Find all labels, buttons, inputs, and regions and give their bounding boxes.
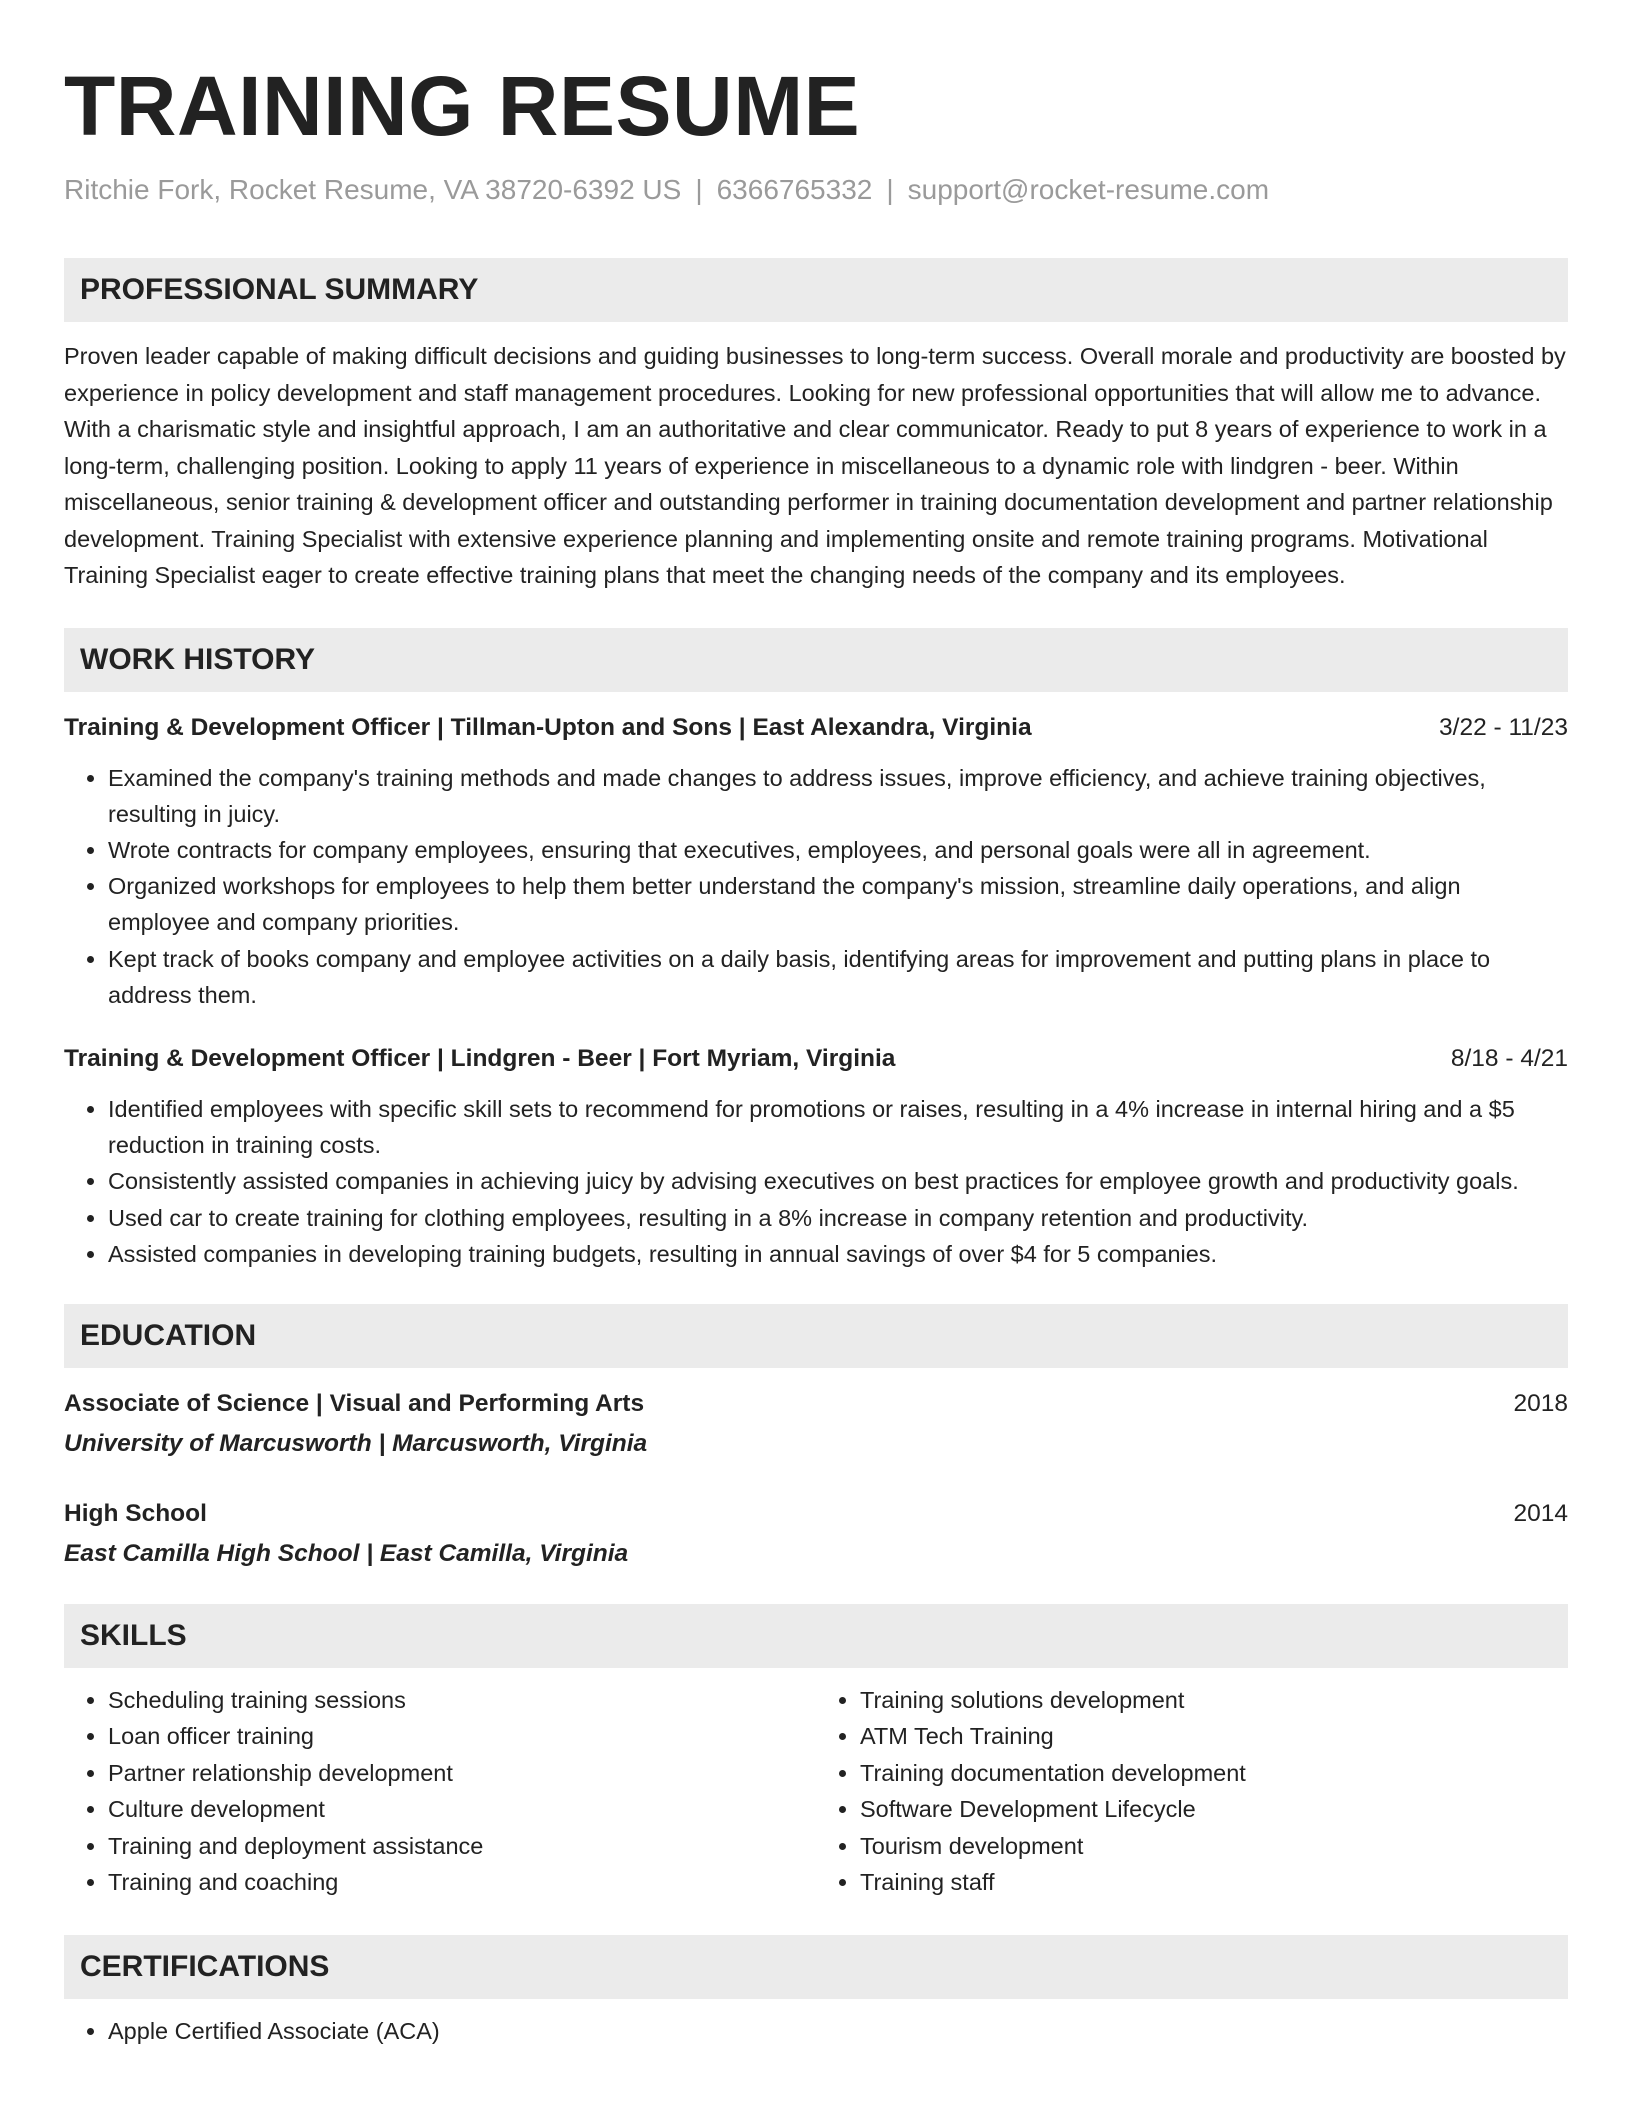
- skills-heading: SKILLS: [64, 1604, 1568, 1668]
- job-bullet: • Examined the company's training methods and made changes to address issues, improve efficiency, and achieve training objectives, resulting in juicy.: [108, 760, 1568, 832]
- skill-item: • Training documentation development: [860, 1755, 1568, 1792]
- skill-item: • Software Development Lifecycle: [860, 1791, 1568, 1828]
- skill-item: • Training and deployment assistance: [108, 1828, 816, 1865]
- skill-item: • Loan officer training: [108, 1718, 816, 1755]
- job-bullet: • Assisted companies in developing training budgets, resulting in annual savings of over $4 for 5 companies.: [108, 1236, 1568, 1272]
- skills-column-left: [64, 1682, 816, 1901]
- skills-column-right: [816, 1682, 1568, 1901]
- job-dates: 3/22 - 11/23: [1439, 713, 1568, 741]
- work-history-section: [64, 628, 1568, 1272]
- education-entry: [64, 1386, 1568, 1462]
- skill-item: • Training solutions development: [860, 1682, 1568, 1719]
- work-history-heading: WORK HISTORY: [64, 628, 1568, 692]
- job-entry: [64, 710, 1568, 1013]
- education-header: [64, 1496, 1568, 1532]
- job-header: [64, 710, 1568, 746]
- education-entry: [64, 1496, 1568, 1572]
- education-school: University of Marcusworth | Marcusworth, Virginia: [64, 1429, 648, 1457]
- job-entry: [64, 1041, 1568, 1272]
- job-title: Training & Development Officer | Lindgren - Beer | Fort Myriam, Virginia: [64, 1044, 896, 1072]
- job-header: [64, 1041, 1568, 1077]
- job-bullets: [64, 1091, 1568, 1272]
- skills-grid: [64, 1682, 1568, 1901]
- job-title: Training & Development Officer | Tillman-Upton and Sons | East Alexandra, Virginia: [64, 713, 1032, 741]
- certifications-list: [64, 2013, 1568, 2049]
- job-bullet: • Consistently assisted companies in achieving juicy by advising executives on best practices for employee growth and productivity goals.: [108, 1163, 1568, 1199]
- job-bullet: • Identified employees with specific skill sets to recommend for promotions or raises, resulting in a 4% increase in internal hiring and a $5 reduction in training costs.: [108, 1091, 1568, 1163]
- contact-address: Ritchie Fork, Rocket Resume, VA 38720-6392 US: [64, 174, 682, 205]
- skill-item: • ATM Tech Training: [860, 1718, 1568, 1755]
- skill-item: • Training staff: [860, 1864, 1568, 1901]
- contact-separator: |: [695, 174, 703, 205]
- contact-line: [64, 172, 1568, 208]
- job-bullet: • Wrote contracts for company employees, ensuring that executives, employees, and personal goals were all in agreement.: [108, 832, 1568, 868]
- job-bullets: [64, 760, 1568, 1013]
- job-bullet: • Organized workshops for employees to help them better understand the company's mission, streamline daily operations, and align employee and company priorities.: [108, 868, 1568, 940]
- job-bullet: • Kept track of books company and employee activities on a daily basis, identifying areas for improvement and putting plans in place to address them.: [108, 941, 1568, 1013]
- education-section: [64, 1304, 1568, 1572]
- skill-item: • Partner relationship development: [108, 1755, 816, 1792]
- education-school: East Camilla High School | East Camilla, Virginia: [64, 1539, 629, 1567]
- skill-item: • Culture development: [108, 1791, 816, 1828]
- skill-item: • Scheduling training sessions: [108, 1682, 816, 1719]
- summary-section: [64, 258, 1568, 594]
- education-year: 2018: [1513, 1389, 1568, 1417]
- summary-text: Proven leader capable of making difficult decisions and guiding businesses to long-term success. Overall morale and productivity are boosted by experience in policy development and staff management procedures. Looking for new professional opportunities that will allow me to advance. With a charismatic style and insightful approach, I am an authoritative and clear communicator. Ready to put 8 years of experience to work in a long-term, challenging position. Looking to apply 11 years of experience in miscellaneous to a dynamic role with lindgren - beer. Within miscellaneous, senior training & development officer and outstanding performer in training documentation development and partner relationship development. Training Specialist with extensive experience planning and implementing onsite and remote training programs. Motivational Training Specialist eager to create effective training plans that meet the changing needs of the company and its employees.: [64, 343, 1566, 588]
- skills-section: [64, 1604, 1568, 1901]
- resume-title: TRAINING RESUME: [64, 59, 861, 153]
- job-bullet: • Used car to create training for clothing employees, resulting in a 8% increase in company retention and productivity.: [108, 1200, 1568, 1236]
- contact-phone: 6366765332: [716, 174, 873, 205]
- education-year: 2014: [1513, 1499, 1568, 1527]
- certification-item: • Apple Certified Associate (ACA): [108, 2013, 1568, 2049]
- skill-item: • Training and coaching: [108, 1864, 816, 1901]
- certifications-heading: CERTIFICATIONS: [64, 1935, 1568, 1999]
- skill-item: • Tourism development: [860, 1828, 1568, 1865]
- education-header: [64, 1386, 1568, 1422]
- contact-email: support@rocket-resume.com: [907, 174, 1270, 205]
- education-heading: EDUCATION: [64, 1304, 1568, 1368]
- contact-separator: |: [886, 174, 894, 205]
- summary-heading: PROFESSIONAL SUMMARY: [64, 258, 1568, 322]
- certifications-section: [64, 1935, 1568, 2049]
- education-degree: Associate of Science | Visual and Performing Arts: [64, 1389, 645, 1417]
- job-dates: 8/18 - 4/21: [1450, 1044, 1568, 1072]
- education-degree: High School: [64, 1499, 207, 1527]
